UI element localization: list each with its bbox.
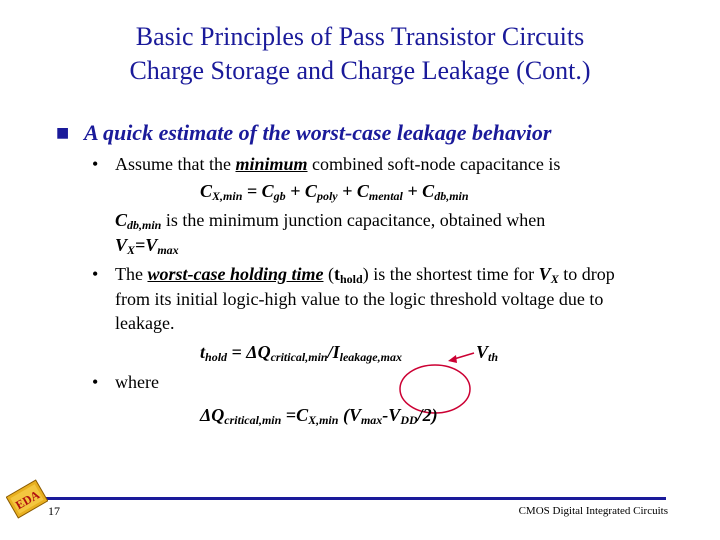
holding-time-line3: leakage. <box>115 313 175 333</box>
slide-title-line1: Basic Principles of Pass Transistor Circuits <box>135 22 585 51</box>
sub-bullet-dot: • <box>92 372 99 392</box>
eda-logo-icon <box>6 478 48 520</box>
critical-charge-formula: $\Delta Q_{critical,min} =C_{X,min}$ $(V_{max}-V_{DD}/2)$ <box>200 405 438 427</box>
cdb-description: $C_{db,min}$ is the minimum junction capacitance, obtained when <box>115 210 546 232</box>
bullet-square-icon: ■ <box>56 125 70 141</box>
vx-equals-vmax: $V_X=V_{max}$ <box>115 235 179 257</box>
sub-bullet-dot: • <box>92 154 99 174</box>
heading-leakage-estimate: A quick estimate of the worst-case leakage behavior <box>84 120 552 145</box>
holding-time-line1: The worst-case holding time $(t_{hold})$ is the shortest time for $V_X$ to drop <box>115 264 615 286</box>
logo-text: EDA <box>13 487 42 513</box>
sub-bullet-dot: • <box>92 264 99 284</box>
holding-time-line2: from its initial logic-high value to the logic threshold voltage due to <box>115 289 604 309</box>
annotation-arrow-line <box>454 353 474 359</box>
where-text: where <box>115 372 159 392</box>
page-number: 17 <box>48 504 60 518</box>
slide-title-line2: Charge Storage and Charge Leakage (Cont.) <box>129 56 591 85</box>
annotation-arrowhead-icon <box>448 355 457 363</box>
footer-course-title: CMOS Digital Integrated Circuits <box>518 505 668 517</box>
footer-rule <box>46 497 666 500</box>
vth-annotation-label: $V_{th}$ <box>476 342 499 364</box>
capacitance-formula: $C_{X,min} = C_{gb} + C_{poly} + C_{mental} + C_{db,min}$ <box>200 181 469 203</box>
assume-text: Assume that the minimum combined soft-node capacitance is <box>115 154 561 174</box>
holding-time-formula: $t_{hold} = \Delta Q_{critical,min}/I_{leakage,max}$ <box>200 342 402 364</box>
